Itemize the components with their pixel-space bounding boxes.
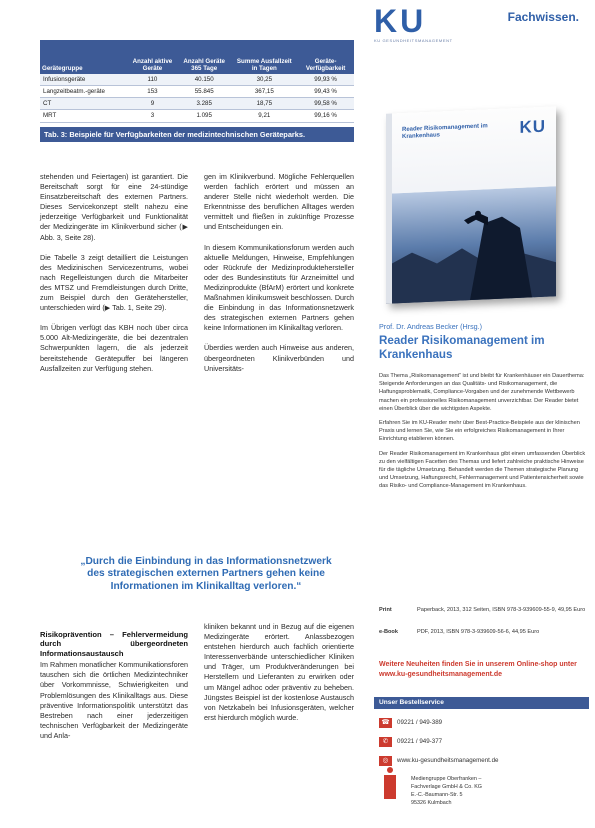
paragraph: Überdies werden auch Hinweise aus anderen, übergeordneten Klinikverbünden und Universitäts- (204, 343, 354, 373)
table-row (40, 98, 354, 110)
table-cell: 99,16 % (297, 110, 354, 122)
book-cover-title: Reader Risikomanagement im Krankenhaus (402, 123, 488, 141)
paragraph: Im Übrigen verfügt das KBH noch über circa 5.000 Alt-Medizingeräte, die bei dezentralen Schwerpunkten lagern, die als jederzeit bereitstehende Gerätepuffer bei längeren Ausfallzeiten zur Verfügung stehen. (40, 323, 188, 373)
table-row (40, 74, 354, 86)
availability-table (40, 40, 354, 123)
ebook-value: PDF, 2013, ISBN 978-3-939609-56-6, 44,95 Euro (417, 629, 540, 635)
table-cell: Langzeitbeatm.-geräte (40, 86, 128, 98)
phone-number: 09221 / 949-389 (397, 719, 443, 726)
publisher-block (379, 775, 589, 820)
article-column-3 (40, 630, 188, 751)
table-cell: 99,93 % (297, 74, 354, 86)
table-cell: MRT (40, 110, 128, 122)
fax-icon: ✆ (379, 737, 392, 747)
table-cell: Infusionsgeräte (40, 74, 128, 86)
table-cell: 99,43 % (297, 86, 354, 98)
publisher-logo-dot (387, 767, 393, 773)
col-header: Geräte-Verfügbarkeit (297, 40, 354, 74)
pull-quote: „Durch die Einbindung in das Informationsnetzwerk des strategischen externen Partners gehen keine Informationen im Klinikalltag verloren.“ (80, 556, 332, 592)
shop-link[interactable]: Weitere Neuheiten finden Sie in unserem Online-shop unter www.ku-gesundheitsmanagement.de (379, 661, 577, 678)
paragraph: Das Thema „Risikomanagement“ ist und bleibt für Krankenhäuser ein Dauerthema: Steigende Anforderungen an das Qualitäts- und Risikomanagement, die Haftungsproblematik, Compliance-Vorgaben und der zunehmende Wettbewerb machen ein professionelles Risikomanagement unverzichtbar. Der Reader bietet einen Überblick über die wichtigsten Aspekte. (379, 373, 585, 412)
paragraph: Im Rahmen monatlicher Kommunikationsforen tauschen sich die örtlichen Medizintechniker über Vorkommnisse, Schwierigkeiten und Problemlösungen des Klinikalltags aus. Diese präventive Informationspolitik unterstützt das Bestreben nach einer jederzeitigen technischen Verfügbarkeit der Medizingeräte und Anla- (40, 660, 188, 740)
table-cell: 9 (128, 98, 177, 110)
ku-logo-letters: KU (374, 3, 427, 39)
article-column-2 (204, 172, 354, 384)
book-cover-image (386, 106, 556, 303)
ku-logo[interactable] (374, 5, 453, 43)
publisher-logo-icon (379, 775, 401, 809)
publisher-line: Fachverlage GmbH & Co. KG (411, 784, 483, 790)
table-cell: 9,21 (231, 110, 297, 122)
article-column-4 (204, 622, 354, 733)
col-header: Gerätegruppe (40, 40, 128, 74)
fax-contact[interactable] (379, 737, 589, 749)
ebook-label: e-Book (379, 629, 398, 635)
publisher-line: Mediengruppe Oberfranken – (411, 776, 482, 782)
web-address: www.ku-gesundheitsmanagement.de (397, 757, 499, 764)
publisher-address (411, 775, 482, 807)
table-cell: CT (40, 98, 128, 110)
paragraph: Der Reader Risikomanagement im Krankenhaus gibt einen umfassenden Überblick zu den vielfältigen Facetten des Themas und liefert zahlreiche praktische Hinweise für die tägliche Umsetzung. Behandelt werden die Themen strategische Planung und Umsetzung, Haftungsrecht, Fehlermanagement und Patientensicherheit sowie das Risiko- und Compliance-Management im Krankenhaus. (379, 450, 586, 490)
table-cell: 40.150 (177, 74, 231, 86)
availability-table-block (40, 40, 354, 142)
book-author: Prof. Dr. Andreas Becker (Hrsg.) (379, 322, 483, 331)
print-value: Paperback, 2013, 312 Seiten, ISBN 978-3-939609-55-9, 49,95 Euro (417, 607, 586, 613)
climber-photo (392, 186, 556, 303)
phone-icon: ☎ (379, 718, 392, 728)
ebook-edition-info (379, 628, 589, 644)
book-description (379, 372, 589, 497)
book-advertisement (366, 0, 595, 828)
table-cell: 3 (128, 110, 177, 122)
col-header: Anzahl aktive Geräte (128, 40, 177, 74)
table-cell: 153 (128, 86, 177, 98)
globe-icon: ◎ (379, 756, 392, 766)
ku-logo-subline: KU GESUNDHEITSMANAGEMENT (374, 38, 453, 43)
paragraph: Die Tabelle 3 zeigt detailliert die Leistungen des Medizinischen Servicezentrums, wobei nach Regelleistungen durch die Mitarbeiter des MTSZ und Fremdleistungen durch Dritte, zum Beispiel durch den Gerätehersteller, unterschieden wird (▶ Tab. 1, Seite 29). (40, 252, 188, 313)
table-row (40, 110, 354, 122)
table-cell: 99,58 % (297, 98, 354, 110)
table-row (40, 86, 354, 98)
table-cell: 3.285 (177, 98, 231, 110)
print-edition-info (379, 606, 589, 622)
paragraph: stehenden und Feiertagen) ist garantiert. Die Bereitschaft sorgt für eine 24-stündige Einsatzbereitschaft des externen Partners. Dieses Servicekonzept stellt nahezu eine jederzeitige Verfügbarkeit und Funktionalität der Medizingeräte im Klinikverbund sicher (▶ Abb. 3, Seite 28). (40, 172, 188, 242)
table-cell: 55.845 (177, 86, 231, 98)
table-cell: 110 (128, 74, 177, 86)
ad-tagline: Fachwissen. (507, 10, 579, 24)
order-service-heading: Unser Bestellservice (374, 697, 589, 709)
table-caption: Tab. 3: Beispiele für Verfügbarkeiten der medizintechnischen Geräteparks. (40, 127, 354, 142)
publisher-line: 95326 Kulmbach (411, 800, 452, 806)
publisher-logo-bar (384, 775, 396, 799)
table-cell: 367,15 (231, 86, 297, 98)
web-contact[interactable] (379, 756, 589, 768)
fax-number: 09221 / 949-377 (397, 738, 443, 745)
book-cover-logo: KU (519, 116, 546, 137)
paragraph: kliniken bekannt und in Bezug auf die eigenen Medizingeräte erörtert. Anlassbezogen entstehen hierdurch auch fachlich orientierte Interessenverbände unterschiedlicher Kliniken und Träger, um Produktveränderungen bei Herstellern und Lieferanten zu erwirken oder um Mängel adhoc oder präventiv zu beheben. Jüngstes Beispiel ist der kostenlose Austausch von Netzkabeln bei Infusionsgeräten, welcher erst hierdurch möglich wurde. (204, 622, 354, 722)
paragraph: In diesem Kommunikationsforum werden auch aktuelle Meldungen, Hinweise, Empfehlungen oder Rückrufe der Medizinproduktehersteller oder des Bundesinstituts für Arzneimittel und Medizinprodukte (BfArM) erörtert und konkrete Maßnahmen klinikumsweit beschlossen. Durch die Einbindung in das Informationsnetzwerk des strategischen externen Partners gehen keine Informationen im Klinikalltag verloren. (204, 242, 354, 333)
paragraph: Erfahren Sie im KU-Reader mehr über Best-Practice-Beispiele aus der klinischen Praxis und lernen Sie, wie Sie ein erfolgreiches Risikomanagement in Ihrer Einrichtung etablieren können. (379, 420, 580, 443)
table-cell: 18,75 (231, 98, 297, 110)
article-column-1 (40, 172, 188, 384)
book-title: Reader Risikomanagement im Krankenhaus (379, 334, 545, 361)
table-cell: 30,25 (231, 74, 297, 86)
print-label: Print (379, 607, 392, 613)
col-header: Anzahl Geräte 365 Tage (177, 40, 231, 74)
paragraph: gen im Klinikverbund. Mögliche Fehlerquellen werden fachlich erörtert und müssen an anderer Stelle nicht wiederholt werden. Die Erkenntnisse des beruflichen Alltages werden vermittelt und fließen in zukünftige Prozesse und Entscheidungen ein. (204, 172, 354, 232)
section-heading: Risikoprävention – Fehlervermeidung durch übergeordneten Informationsaustausch (40, 630, 188, 658)
table-cell: 1.095 (177, 110, 231, 122)
publisher-line: E.-C.-Baumann-Str. 5 (411, 792, 463, 798)
col-header: Summe Ausfallzeit in Tagen (231, 40, 297, 74)
table-header-row (40, 40, 354, 74)
phone-contact[interactable] (379, 718, 589, 730)
